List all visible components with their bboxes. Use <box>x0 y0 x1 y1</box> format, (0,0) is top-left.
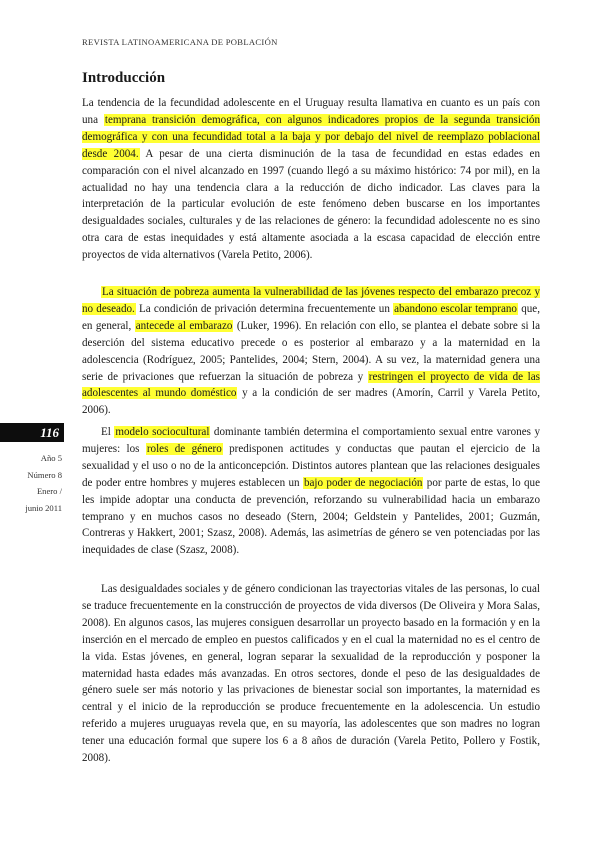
highlighted-text: temprana transición demográfica, con algunos indicadores propios de la segunda transición demográfica y con una fecundidad total a la baja y por debajo del nivel de reemplazo poblacional desde 2004. <box>82 113 540 160</box>
paragraph-text: El <box>101 426 115 438</box>
highlighted-text: bajo poder de negociación <box>303 476 423 489</box>
paragraph-text: predisponen actitudes y conductas que pautan el ejercicio de la sexualidad y el uso o no de la anticoncepción. Distintos autores plantean que las relaciones desiguales de poder entre hombres y mujeres establecen un <box>82 442 540 489</box>
page-number: 116 <box>0 423 64 442</box>
issue-date-line2: junio 2011 <box>25 502 62 513</box>
highlighted-text: abandono escolar temprano <box>394 302 517 315</box>
highlighted-text: restringen el proyecto de vida de las adolescentes al mundo doméstico <box>82 370 540 400</box>
paragraph-text: La condición de privación determina frecuentemente un <box>135 302 394 315</box>
paragraph-text: por parte de estas, lo que les impide adoptar una conducta de prevención, reforzando su vulnerabilidad hacia un embarazo temprano y en muchos casos no deseado (Stern, 2004; Geldstein y Pantelides, 2001; Guzmán, Contreras y Hakkert, 2001; Szasz, 2008). Además, las asimetrías de género se ven potenciadas por las inequidades de clase (Szasz, 2008). <box>82 476 541 557</box>
issue-year: Año 5 <box>40 453 62 463</box>
paragraph-text: (Luker, 1996). En relación con ello, se plantea el debate sobre si la deserción del sistema educativo precede o es posterior al embarazo y a la maternidad en la adolescencia (Rodríguez, 2005; Pantelides, 2004; Stern, 2004). A su vez, la maternidad genera una serie de privaciones que refuerzan la situación de pobreza y <box>82 319 541 383</box>
issue-date-line1: Enero / <box>36 486 62 497</box>
issue-number: Número 8 <box>27 469 62 480</box>
paragraph-3 <box>82 424 540 559</box>
paragraph-4 <box>82 581 540 767</box>
running-head: REVISTA LATINOAMERICANA DE POBLACIÓN <box>82 37 278 47</box>
paragraph-text: Las desigualdades sociales y de género condicionan las trayectorias vitales de las personas, lo cual se traduce frecuentemente en la construcción de proyectos de vida diversos (De Oliveira y Mora Salas, 2008). En algunos casos, las mujeres consiguen desarrollar un proyecto basado en la formación y en la inserción en el mercado de empleo en puestos calificados y en el cual la maternidad no es el centro de la vida. Estas jóvenes, en general, logran separar la sexualidad de la reproducción y posponer la maternidad hasta edades más avanzadas. En otros sectores, donde el peso de las desigualdades de género suele ser más notorio y las privaciones de bienestar social son importantes, la maternidad es central y el inicio de la reproducción se produce frecuentemente en la adolescencia. Un estudio referido a mujeres uruguayas revela que, en su mayoría, las adolescentes que son madres no logran tener una educación formal que supere los 6 a 8 años de duración (Varela Petito, Pollero y Fostik, 2008). <box>82 583 540 765</box>
highlighted-text: roles de género <box>146 442 222 455</box>
paragraph-text: A pesar de una cierta disminución de la tasa de fecundidad en estas edades en comparación con el nivel alcanzado en 1997 (cuando llegó a su máximo histórico: 74 por mil), en la actualidad no hay una tendencia clara a la reducción de dicho indicador. Las claves para la interpretación de la particular evolución de este fenómeno deben buscarse en los importantes desigualdades sociales, culturales y de las relaciones de género: la fecundidad adolescente no es sino otra cara de estas inequidades y está altamente asociada a la escasa capacidad de elección entre proyectos de vida alternativos (Varela Petito, 2006). <box>82 147 540 262</box>
paragraph-text: que, en general, <box>82 302 540 332</box>
paragraph-text: La tendencia de la fecundidad adolescente en el Uruguay resulta llamativa en cuanto es un país con una <box>82 97 540 126</box>
highlighted-text: antecede al embarazo <box>135 319 233 332</box>
paragraph-text: y a la condición de ser madres (Amorín, Carril y Varela Petito, 2006). <box>82 387 540 417</box>
highlighted-text: La situación de pobreza aumenta la vulnerabilidad de las jóvenes respecto del embarazo precoz y no deseado. <box>82 286 540 315</box>
highlighted-text: modelo sociocultural <box>115 426 210 438</box>
paragraph-1 <box>82 95 540 264</box>
issue-info <box>0 450 64 516</box>
section-title: Introducción <box>82 70 166 86</box>
paragraph-text: dominante también determina el comportamiento sexual entre varones y mujeres: los <box>82 426 540 455</box>
paragraph-2 <box>82 284 540 419</box>
